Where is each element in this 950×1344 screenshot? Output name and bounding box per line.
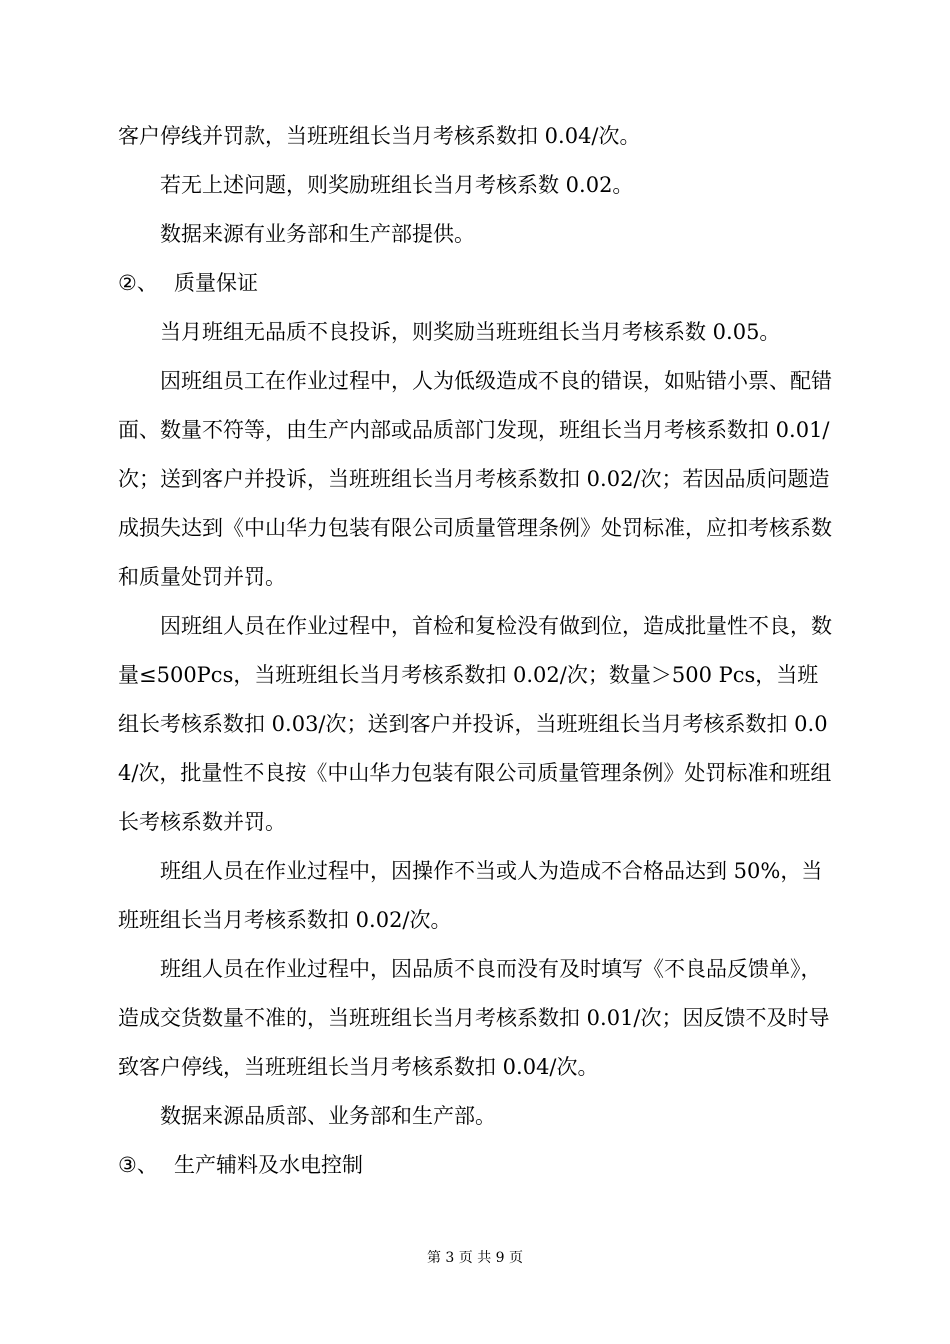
- paragraph-continuation: 客户停线并罚款，当班班组长当月考核系数扣 0.04/次。: [118, 124, 641, 148]
- paragraph-reward: 若无上述问题，则奖励班组长当月考核系数 0.02。: [160, 173, 634, 197]
- paragraph-quality-low-level-error: 因班组员工在作业过程中，人为低级造成不良的错误，如贴错小票、配错面、数量不符等，由生产内部或品质部门发现，班组长当月考核系数扣 0.01/次；送到客户并投诉，当班班组长当月考核系数扣 0.02/次；若因品质问题造成损失达到《中山华力包装有限公司质量管理条例》处罚标准，应扣考核系数和质量处罚并罚。: [118, 369, 832, 589]
- paragraph-data-source: 数据来源有业务部和生产部提供。: [160, 222, 475, 246]
- section-heading-quality: [118, 259, 834, 308]
- section-number: ③、: [118, 1153, 158, 1177]
- section-title: 生产辅料及水电控制: [174, 1153, 363, 1177]
- section-heading-materials: [118, 1141, 834, 1190]
- paragraph-quality-nonconforming: 班组人员在作业过程中，因操作不当或人为造成不合格品达到 50%，当班班组长当月考核系数扣 0.02/次。: [118, 859, 823, 932]
- paragraph-quality-reward: 当月班组无品质不良投诉，则奖励当班班组长当月考核系数 0.05。: [160, 320, 781, 344]
- section-title: 质量保证: [174, 271, 258, 295]
- section-number: ②、: [118, 271, 158, 295]
- paragraph-quality-batch-defect: 因班组人员在作业过程中，首检和复检没有做到位，造成批量性不良，数量≤500Pcs，当班班组长当月考核系数扣 0.02/次；数量＞500 Pcs，当班组长考核系数扣 0.03/次；送到客户并投诉，当班班组长当月考核系数扣 0.04/次，批量性不良按《中山华力包装有限公司质量管理条例》处罚标准和班组长考核系数并罚。: [118, 614, 832, 834]
- paragraph-quality-feedback: 班组人员在作业过程中，因品质不良而没有及时填写《不良品反馈单》，造成交货数量不准的，当班班组长当月考核系数扣 0.01/次；因反馈不及时导致客户停线，当班班组长当月考核系数扣 0.04/次。: [118, 957, 830, 1079]
- page-footer: 第 3 页 共 9 页: [426, 1250, 524, 1266]
- document-body: [118, 112, 834, 1190]
- paragraph-quality-data-source: 数据来源品质部、业务部和生产部。: [160, 1104, 496, 1128]
